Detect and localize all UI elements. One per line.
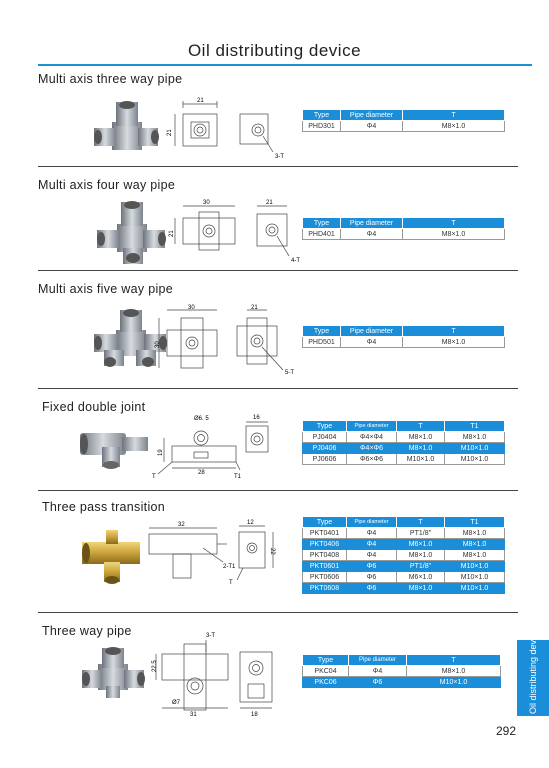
dim-depth: 18: [251, 712, 258, 718]
header-type: Type: [303, 218, 341, 229]
section-divider: [38, 612, 518, 613]
header-t1: T1: [445, 421, 505, 432]
header-t: T: [397, 517, 445, 528]
drawing-five-way: [145, 304, 305, 376]
side-tab: [517, 628, 549, 716]
header-t: T: [403, 110, 505, 121]
product-photo-four-way: [95, 200, 167, 266]
table-row: PKT0606 Φ6 M6×1.0 M10×1.0: [303, 572, 505, 583]
spec-table-five-way: [302, 325, 505, 348]
header-type: Type: [303, 655, 349, 666]
table-row: PHD301 Φ4 M8×1.0: [303, 121, 505, 132]
header-pipe-diameter: Pipe diameter: [341, 326, 403, 337]
dim-hole-diameter: Ø7: [172, 700, 181, 706]
dim-side-width: 21: [266, 200, 273, 206]
header-pipe-diameter: Pipe diameter: [341, 218, 403, 229]
drawing-three-pass: [145, 518, 285, 590]
section-title-three-pass: Three pass transition: [42, 500, 166, 514]
spec-table-four-way: [302, 217, 505, 240]
spec-table-three-pass: [302, 516, 505, 594]
product-photo-double-joint: [78, 425, 150, 471]
header-pipe-diameter: Pipe diameter: [347, 517, 397, 528]
label-t: T: [152, 474, 156, 478]
dim-height: 30: [155, 341, 161, 348]
spec-table-three-way: [302, 109, 505, 132]
dim-length: 32: [178, 522, 185, 528]
product-photo-three-way-pipe: [80, 646, 148, 702]
dim-length: 28: [198, 470, 205, 476]
drawing-three-way-pipe: [148, 628, 288, 718]
dim-height: 22: [269, 548, 275, 555]
section-divider: [38, 490, 518, 491]
dim-thread: 4-T: [291, 258, 300, 264]
section-title-three-way: Multi axis three way pipe: [38, 72, 183, 86]
drawing-three-way: [165, 96, 300, 166]
product-photo-three-way: [92, 100, 162, 160]
header-pipe-diameter: Pipe diameter: [341, 110, 403, 121]
section-title-five-way: Multi axis five way pipe: [38, 282, 174, 296]
spec-table-three-way-pipe: [302, 654, 501, 688]
dim-thread: 3-T: [275, 154, 284, 160]
label-t: T: [229, 580, 233, 586]
header-t: T: [397, 421, 445, 432]
dim-height: 22.5: [152, 660, 158, 672]
dim-thread: 5-T: [285, 370, 294, 376]
table-row: PJ0606 Φ6×Φ6 M10×1.0 M10×1.0: [303, 454, 505, 465]
dim-hole-diameter: Ø6. 5: [194, 416, 209, 422]
section-divider: [38, 388, 518, 389]
product-photo-three-pass: [80, 528, 146, 586]
label-t1: T1: [234, 474, 242, 478]
header-pipe-diameter: Pipe diameter: [349, 655, 407, 666]
drawing-double-joint: [150, 408, 280, 478]
dim-side-width: 21: [251, 305, 258, 311]
header-t: T: [403, 218, 505, 229]
label-2-t1: 2-T1: [223, 564, 236, 570]
dim-depth: 16: [253, 415, 260, 421]
table-row: PKT0401 Φ4 PT1/8" M8×1.0: [303, 528, 505, 539]
header-type: Type: [303, 421, 347, 432]
dim-length: 31: [190, 712, 197, 718]
table-row: PKT0601 Φ6 PT1/8" M10×1.0: [303, 561, 505, 572]
dim-height: 19: [158, 449, 164, 456]
header-t1: T1: [445, 517, 505, 528]
drawing-four-way: [165, 196, 305, 266]
section-title-four-way: Multi axis four way pipe: [38, 178, 176, 192]
dim-width: 12: [247, 520, 254, 526]
header-t: T: [407, 655, 501, 666]
dim-height: 21: [167, 129, 173, 136]
table-row: PKC04 Φ4 M8×1.0: [303, 666, 501, 677]
header-t: T: [403, 326, 505, 337]
page-number: 292: [496, 724, 517, 738]
table-row: PKT0608 Φ6 M8×1.0 M10×1.0: [303, 583, 505, 594]
header-type: Type: [303, 517, 347, 528]
header-type: Type: [303, 326, 341, 337]
page-title: Oil distributing device: [187, 41, 362, 60]
section-title-fixed-double-joint: Fixed double joint: [42, 400, 146, 414]
dim-height: 21: [169, 230, 175, 237]
table-row: PKT0408 Φ4 M8×1.0 M8×1.0: [303, 550, 505, 561]
table-row: PJ0406 Φ4×Φ6 M8×1.0 M10×1.0: [303, 443, 505, 454]
section-divider: [38, 166, 518, 167]
title-rule: [38, 64, 532, 66]
header-pipe-diameter: Pipe diameter: [347, 421, 397, 432]
section-divider: [38, 270, 518, 271]
header-type: Type: [303, 110, 341, 121]
dim-width: 30: [188, 305, 195, 311]
section-title-three-way-pipe: Three way pipe: [42, 624, 132, 638]
dim-thread: 3-T: [206, 633, 215, 639]
side-tab-label: Oil distributing device: [528, 628, 538, 714]
table-row: PKT0406 Φ4 M6×1.0 M8×1.0: [303, 539, 505, 550]
dim-width: 21: [197, 98, 204, 104]
table-row: PHD501 Φ4 M8×1.0: [303, 337, 505, 348]
dim-width: 30: [203, 200, 210, 206]
table-row: PHD401 Φ4 M8×1.0: [303, 229, 505, 240]
table-row: PKC06 Φ6 M10×1.0: [303, 677, 501, 688]
table-row: PJ0404 Φ4×Φ4 M8×1.0 M8×1.0: [303, 432, 505, 443]
spec-table-double-joint: [302, 420, 505, 465]
